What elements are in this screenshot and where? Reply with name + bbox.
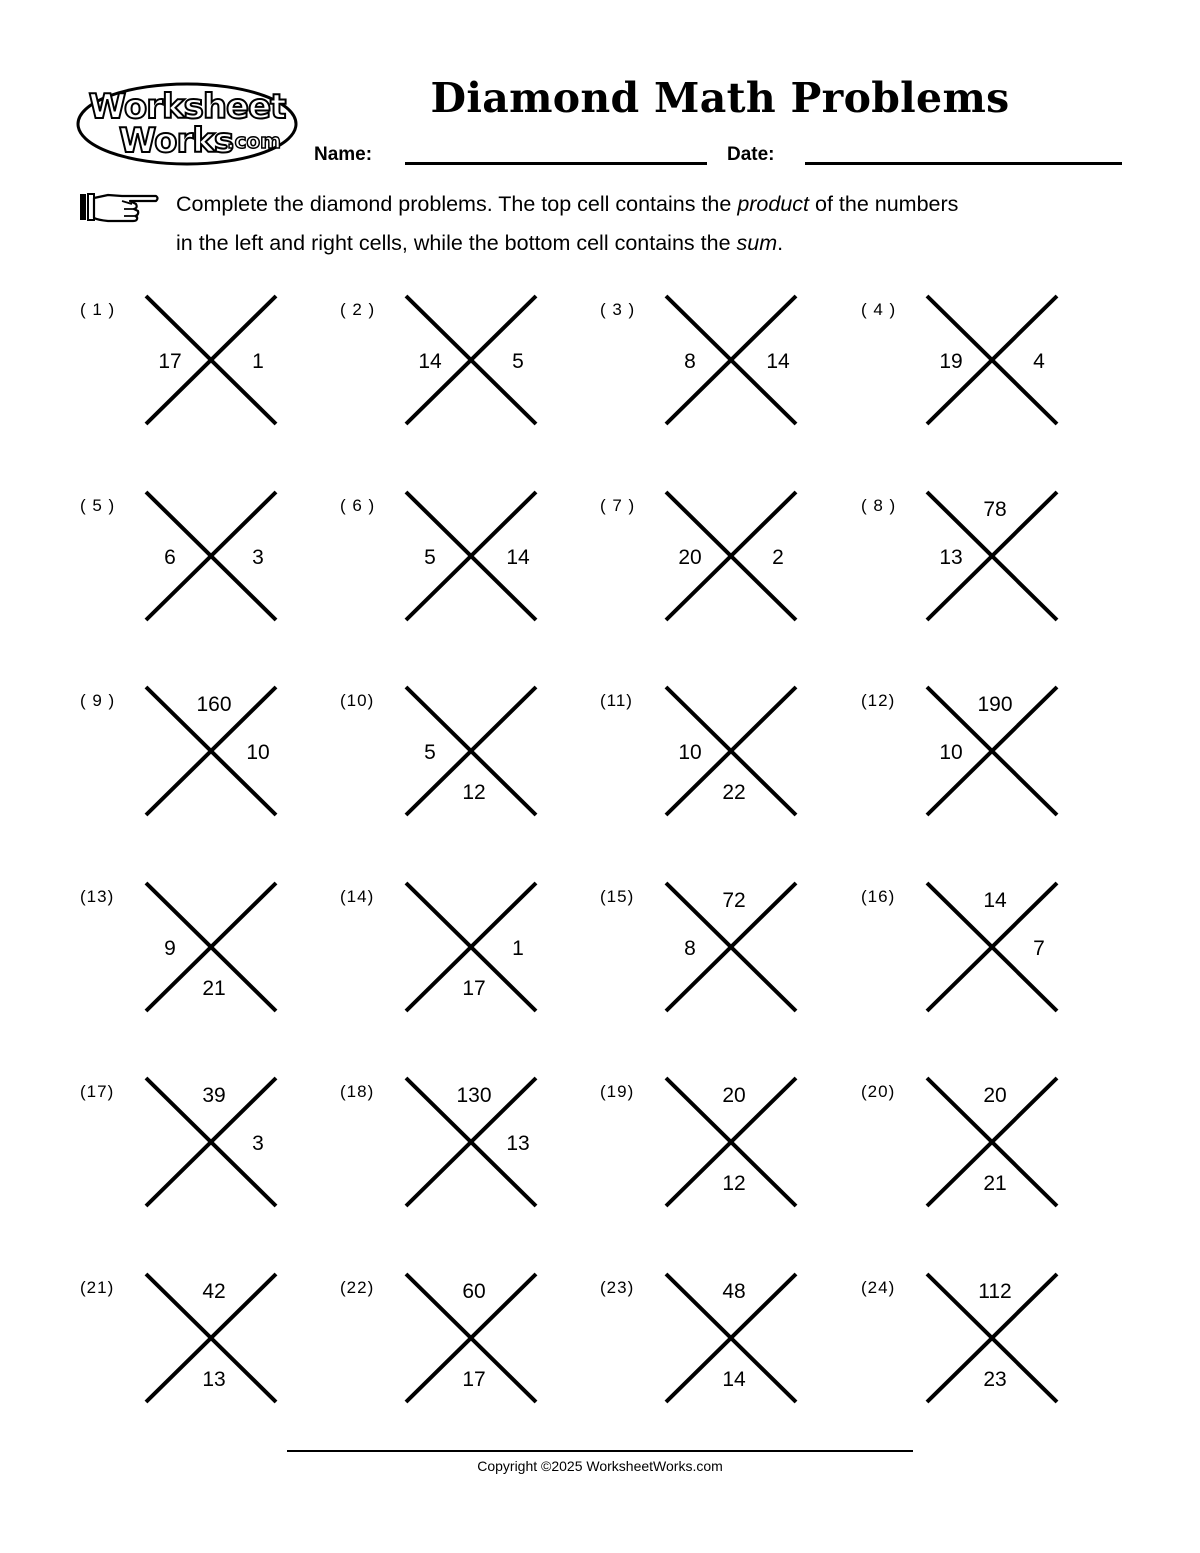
bottom-cell[interactable]: 12 — [462, 781, 486, 804]
problem-number: (22) — [340, 1278, 375, 1297]
problem-number: (18) — [340, 1082, 375, 1101]
top-cell[interactable]: 72 — [722, 889, 746, 912]
problem-number: ( 2 ) — [340, 300, 376, 319]
problem-number: ( 8 ) — [861, 496, 897, 515]
top-cell[interactable]: 60 — [462, 1280, 486, 1303]
left-cell[interactable]: 8 — [684, 937, 696, 960]
problem-number: (19) — [600, 1082, 635, 1101]
problem-number: ( 5 ) — [80, 496, 116, 515]
problem-number: (12) — [861, 691, 896, 710]
left-cell[interactable]: 13 — [939, 546, 963, 569]
diamond-problem — [340, 881, 600, 1021]
problem-number: (10) — [340, 691, 375, 710]
top-cell[interactable]: 112 — [978, 1280, 1012, 1303]
diamond-problem — [340, 1272, 600, 1412]
problem-number: (23) — [600, 1278, 635, 1297]
diamond-problem — [80, 294, 340, 434]
instructions-line-1: Complete the diamond problems. The top cell contains the product of the numbers — [176, 192, 959, 216]
problem-number: (15) — [600, 887, 635, 906]
left-cell[interactable]: 5 — [424, 741, 436, 764]
diamond-problem — [600, 1272, 860, 1412]
problem-number: (17) — [80, 1082, 115, 1101]
footer-divider — [287, 1450, 913, 1452]
bottom-cell[interactable]: 12 — [722, 1172, 746, 1195]
diamond-problem — [861, 294, 1121, 434]
diamond-problem — [80, 490, 340, 630]
left-cell[interactable]: 17 — [158, 350, 182, 373]
right-cell[interactable]: 10 — [246, 741, 270, 764]
right-cell[interactable]: 1 — [252, 350, 264, 373]
diamond-problem — [340, 490, 600, 630]
svg-text:.com: .com — [226, 129, 282, 153]
left-cell[interactable]: 10 — [939, 741, 963, 764]
diamond-problem — [80, 1272, 340, 1412]
problem-number: ( 1 ) — [80, 300, 116, 319]
right-cell[interactable]: 5 — [512, 350, 524, 373]
diamond-problem — [861, 490, 1121, 630]
diamond-problem — [600, 294, 860, 434]
name-label: Name: — [314, 144, 373, 165]
top-cell[interactable]: 14 — [983, 889, 1007, 912]
problem-number: (11) — [600, 691, 633, 710]
top-cell[interactable]: 39 — [202, 1084, 226, 1107]
top-cell[interactable]: 160 — [196, 693, 232, 716]
top-cell[interactable]: 190 — [977, 693, 1013, 716]
right-cell[interactable]: 14 — [766, 350, 790, 373]
bottom-cell[interactable]: 22 — [722, 781, 746, 804]
bottom-cell[interactable]: 23 — [983, 1368, 1007, 1391]
top-cell[interactable]: 78 — [983, 498, 1007, 521]
left-cell[interactable]: 20 — [678, 546, 702, 569]
problem-number: (16) — [861, 887, 896, 906]
problem-number: (24) — [861, 1278, 896, 1297]
date-label: Date: — [727, 144, 775, 165]
problem-number: ( 6 ) — [340, 496, 376, 515]
right-cell[interactable]: 2 — [772, 546, 784, 569]
diamond-problem — [861, 881, 1121, 1021]
left-cell[interactable]: 9 — [164, 937, 176, 960]
problem-number: ( 3 ) — [600, 300, 636, 319]
right-cell[interactable]: 4 — [1033, 350, 1045, 373]
diamond-problem — [861, 1272, 1121, 1412]
left-cell[interactable]: 14 — [418, 350, 442, 373]
diamond-problem — [80, 881, 340, 1021]
right-cell[interactable]: 13 — [506, 1132, 530, 1155]
diamond-problem — [861, 1076, 1121, 1216]
top-cell[interactable]: 48 — [722, 1280, 746, 1303]
problem-number: ( 9 ) — [80, 691, 116, 710]
svg-text:Worksheet: Worksheet — [88, 87, 286, 127]
problem-number: (13) — [80, 887, 115, 906]
bottom-cell[interactable]: 17 — [462, 1368, 486, 1391]
bottom-cell[interactable]: 21 — [202, 977, 226, 1000]
page-title: Diamond Math Problems — [430, 74, 1010, 122]
copyright: Copyright ©2025 WorksheetWorks.com — [477, 1458, 723, 1474]
problem-number: ( 7 ) — [600, 496, 636, 515]
diamond-problem — [600, 490, 860, 630]
diamond-problem — [340, 1076, 600, 1216]
left-cell[interactable]: 19 — [939, 350, 963, 373]
top-cell[interactable]: 20 — [722, 1084, 746, 1107]
right-cell[interactable]: 14 — [506, 546, 530, 569]
problem-number: (20) — [861, 1082, 896, 1101]
diamond-problem — [340, 685, 600, 825]
bottom-cell[interactable]: 13 — [202, 1368, 226, 1391]
left-cell[interactable]: 5 — [424, 546, 436, 569]
top-cell[interactable]: 20 — [983, 1084, 1007, 1107]
instructions-line-2: in the left and right cells, while the bottom cell contains the sum. — [176, 231, 784, 255]
diamond-problem — [861, 685, 1121, 825]
right-cell[interactable]: 7 — [1033, 937, 1045, 960]
diamond-problem — [80, 1076, 340, 1216]
svg-text:Works: Works — [118, 121, 234, 161]
left-cell[interactable]: 10 — [678, 741, 702, 764]
diamond-problem — [340, 294, 600, 434]
problem-number: (14) — [340, 887, 375, 906]
diamond-problem — [600, 881, 860, 1021]
top-cell[interactable]: 130 — [456, 1084, 492, 1107]
diamond-problem — [80, 685, 340, 825]
diamond-problem — [600, 1076, 860, 1216]
diamond-problem — [600, 685, 860, 825]
top-cell[interactable]: 42 — [202, 1280, 226, 1303]
right-cell[interactable]: 3 — [252, 546, 264, 569]
problem-number: (21) — [80, 1278, 115, 1297]
bottom-cell[interactable]: 14 — [722, 1368, 746, 1391]
bottom-cell[interactable]: 17 — [462, 977, 486, 1000]
bottom-cell[interactable]: 21 — [983, 1172, 1007, 1195]
problem-number: ( 4 ) — [861, 300, 897, 319]
left-cell[interactable]: 8 — [684, 350, 696, 373]
right-cell[interactable]: 3 — [252, 1132, 264, 1155]
left-cell[interactable]: 6 — [164, 546, 176, 569]
right-cell[interactable]: 1 — [512, 937, 524, 960]
